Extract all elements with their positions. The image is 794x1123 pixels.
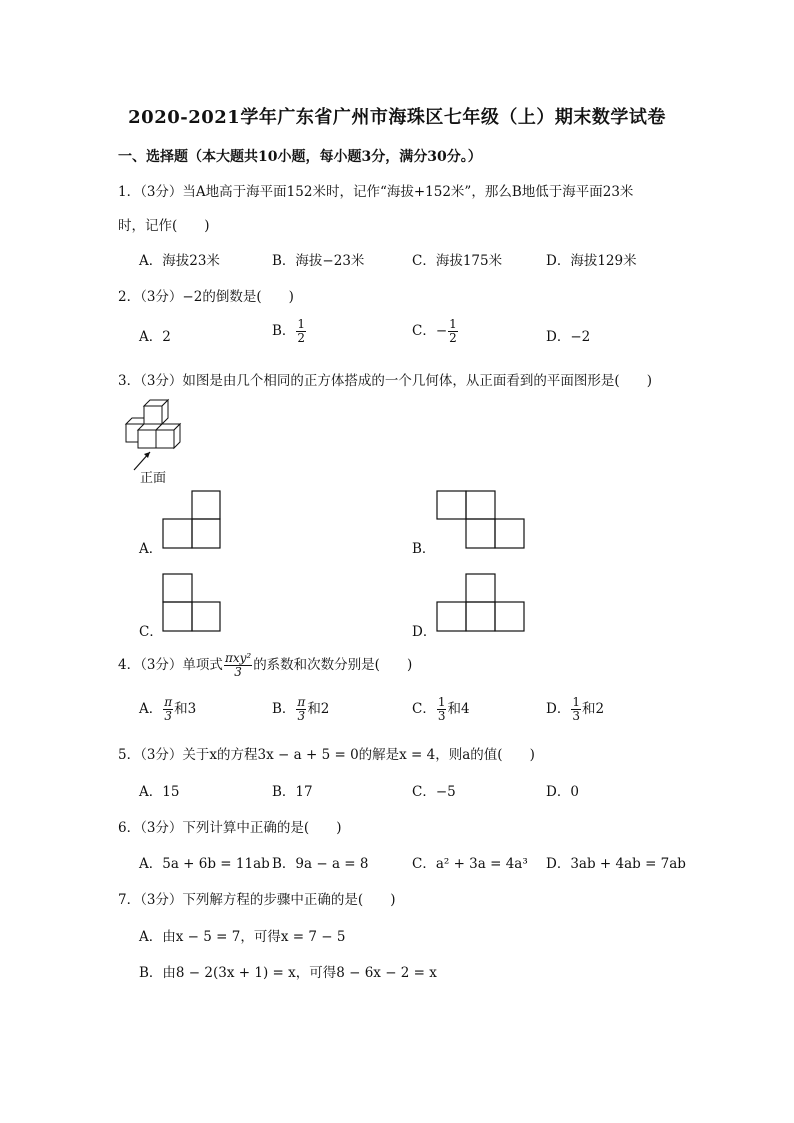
- q2-option-b-fraction: $\frac{1}{2}$: [297, 317, 306, 345]
- q4-option-b[interactable]: B． $\frac{\pi}{3}$ 和2: [272, 695, 330, 723]
- q3-option-d-figure[interactable]: [436, 573, 526, 633]
- q6-option-c[interactable]: C．a² + 3a = 4a³: [412, 856, 528, 872]
- q4-option-a[interactable]: A． $\frac{\pi}{3}$ 和3: [139, 695, 197, 723]
- q3-front-label: 正面: [140, 471, 167, 486]
- q4-monomial-fraction: $\frac{\text{πxy²}}{3}$: [224, 651, 252, 679]
- q4-option-c-fraction: $\frac{1}{3}$: [437, 695, 446, 723]
- page-title: 2020-2021学年广东省广州市海珠区七年级（上）期末数学试卷: [128, 107, 666, 128]
- q7-option-a[interactable]: A．由x − 5 = 7，可得x = 7 − 5: [139, 929, 346, 945]
- q2-option-b[interactable]: [272, 318, 307, 345]
- q4-stem-post: 的系数和次数分别是( ): [253, 657, 413, 673]
- q1-option-b[interactable]: B．海拔−23米: [272, 253, 365, 269]
- q6-option-d[interactable]: D．3ab + 4ab = 7ab: [546, 856, 686, 872]
- q2-option-d[interactable]: D．−2: [546, 329, 591, 345]
- q1-option-d[interactable]: D．海拔129米: [546, 253, 637, 269]
- question-7-stem: 7．（3分）下列解方程的步骤中正确的是( ): [118, 892, 396, 908]
- q4-stem-pre: 4．（3分）单项式: [118, 657, 223, 673]
- q1-option-a[interactable]: A．海拔23米: [139, 253, 220, 269]
- q4-option-b-fraction: $\frac{\pi}{3}$: [297, 695, 306, 723]
- q3-option-d[interactable]: D．: [412, 624, 437, 640]
- q4-option-d-fraction: $\frac{1}{3}$: [572, 695, 580, 723]
- question-1-stem: 1．（3分）当A地高于海平面152米时，记作“海拔+152米”，那么B地低于海平面23米: [118, 184, 634, 200]
- q7-option-b[interactable]: B．由8 − 2(3x + 1) = x，可得8 − 6x − 2 = x: [139, 965, 437, 981]
- question-5-stem: 5．（3分）关于x的方程3x − a + 5 = 0的解是x = 4，则a的值( ): [118, 747, 535, 763]
- question-4-stem: [118, 652, 412, 679]
- q5-option-c[interactable]: C．−5: [412, 784, 456, 800]
- question-2-stem: 2．（3分）−2的倒数是( ): [118, 289, 294, 305]
- q4-option-c[interactable]: C． $\frac{1}{3}$ 和4: [412, 695, 470, 723]
- q6-option-b[interactable]: B．9a − a = 8: [272, 856, 369, 872]
- q5-option-b[interactable]: B．17: [272, 784, 313, 800]
- q2-option-c-label: C．−: [412, 323, 448, 339]
- q4-option-a-fraction: $\frac{\pi}{3}$: [164, 695, 173, 723]
- q2-option-a[interactable]: A．2: [139, 329, 171, 345]
- q2-option-c[interactable]: [412, 318, 459, 345]
- q3-option-b[interactable]: B．: [412, 541, 436, 557]
- q4-option-d[interactable]: D． $\frac{1}{3}$ 和2: [546, 695, 605, 723]
- q2-option-c-fraction: $\frac{1}{2}$: [449, 317, 457, 345]
- question-1-stem-cont: 时，记作( ): [118, 218, 210, 234]
- section-heading: 一、选择题（本大题共10小题，每小题3分，满分30分。）: [118, 149, 482, 165]
- q3-option-c-figure[interactable]: [162, 573, 222, 633]
- q3-option-c[interactable]: C．: [139, 624, 163, 640]
- q5-option-d[interactable]: D．0: [546, 784, 579, 800]
- q1-option-c[interactable]: C．海拔175米: [412, 253, 503, 269]
- q5-option-a[interactable]: A．15: [139, 784, 180, 800]
- q3-option-b-figure[interactable]: [436, 490, 526, 550]
- q2-option-b-label: B．: [272, 323, 296, 339]
- question-6-stem: 6．（3分）下列计算中正确的是( ): [118, 820, 342, 836]
- question-3-stem: 3．（3分）如图是由几个相同的正方体搭成的一个几何体，从正面看到的平面图形是( ): [118, 373, 652, 389]
- q6-option-a[interactable]: A．5a + 6b = 11ab: [139, 856, 270, 872]
- q3-option-a[interactable]: A．: [139, 541, 163, 557]
- q3-option-a-figure[interactable]: [162, 490, 222, 550]
